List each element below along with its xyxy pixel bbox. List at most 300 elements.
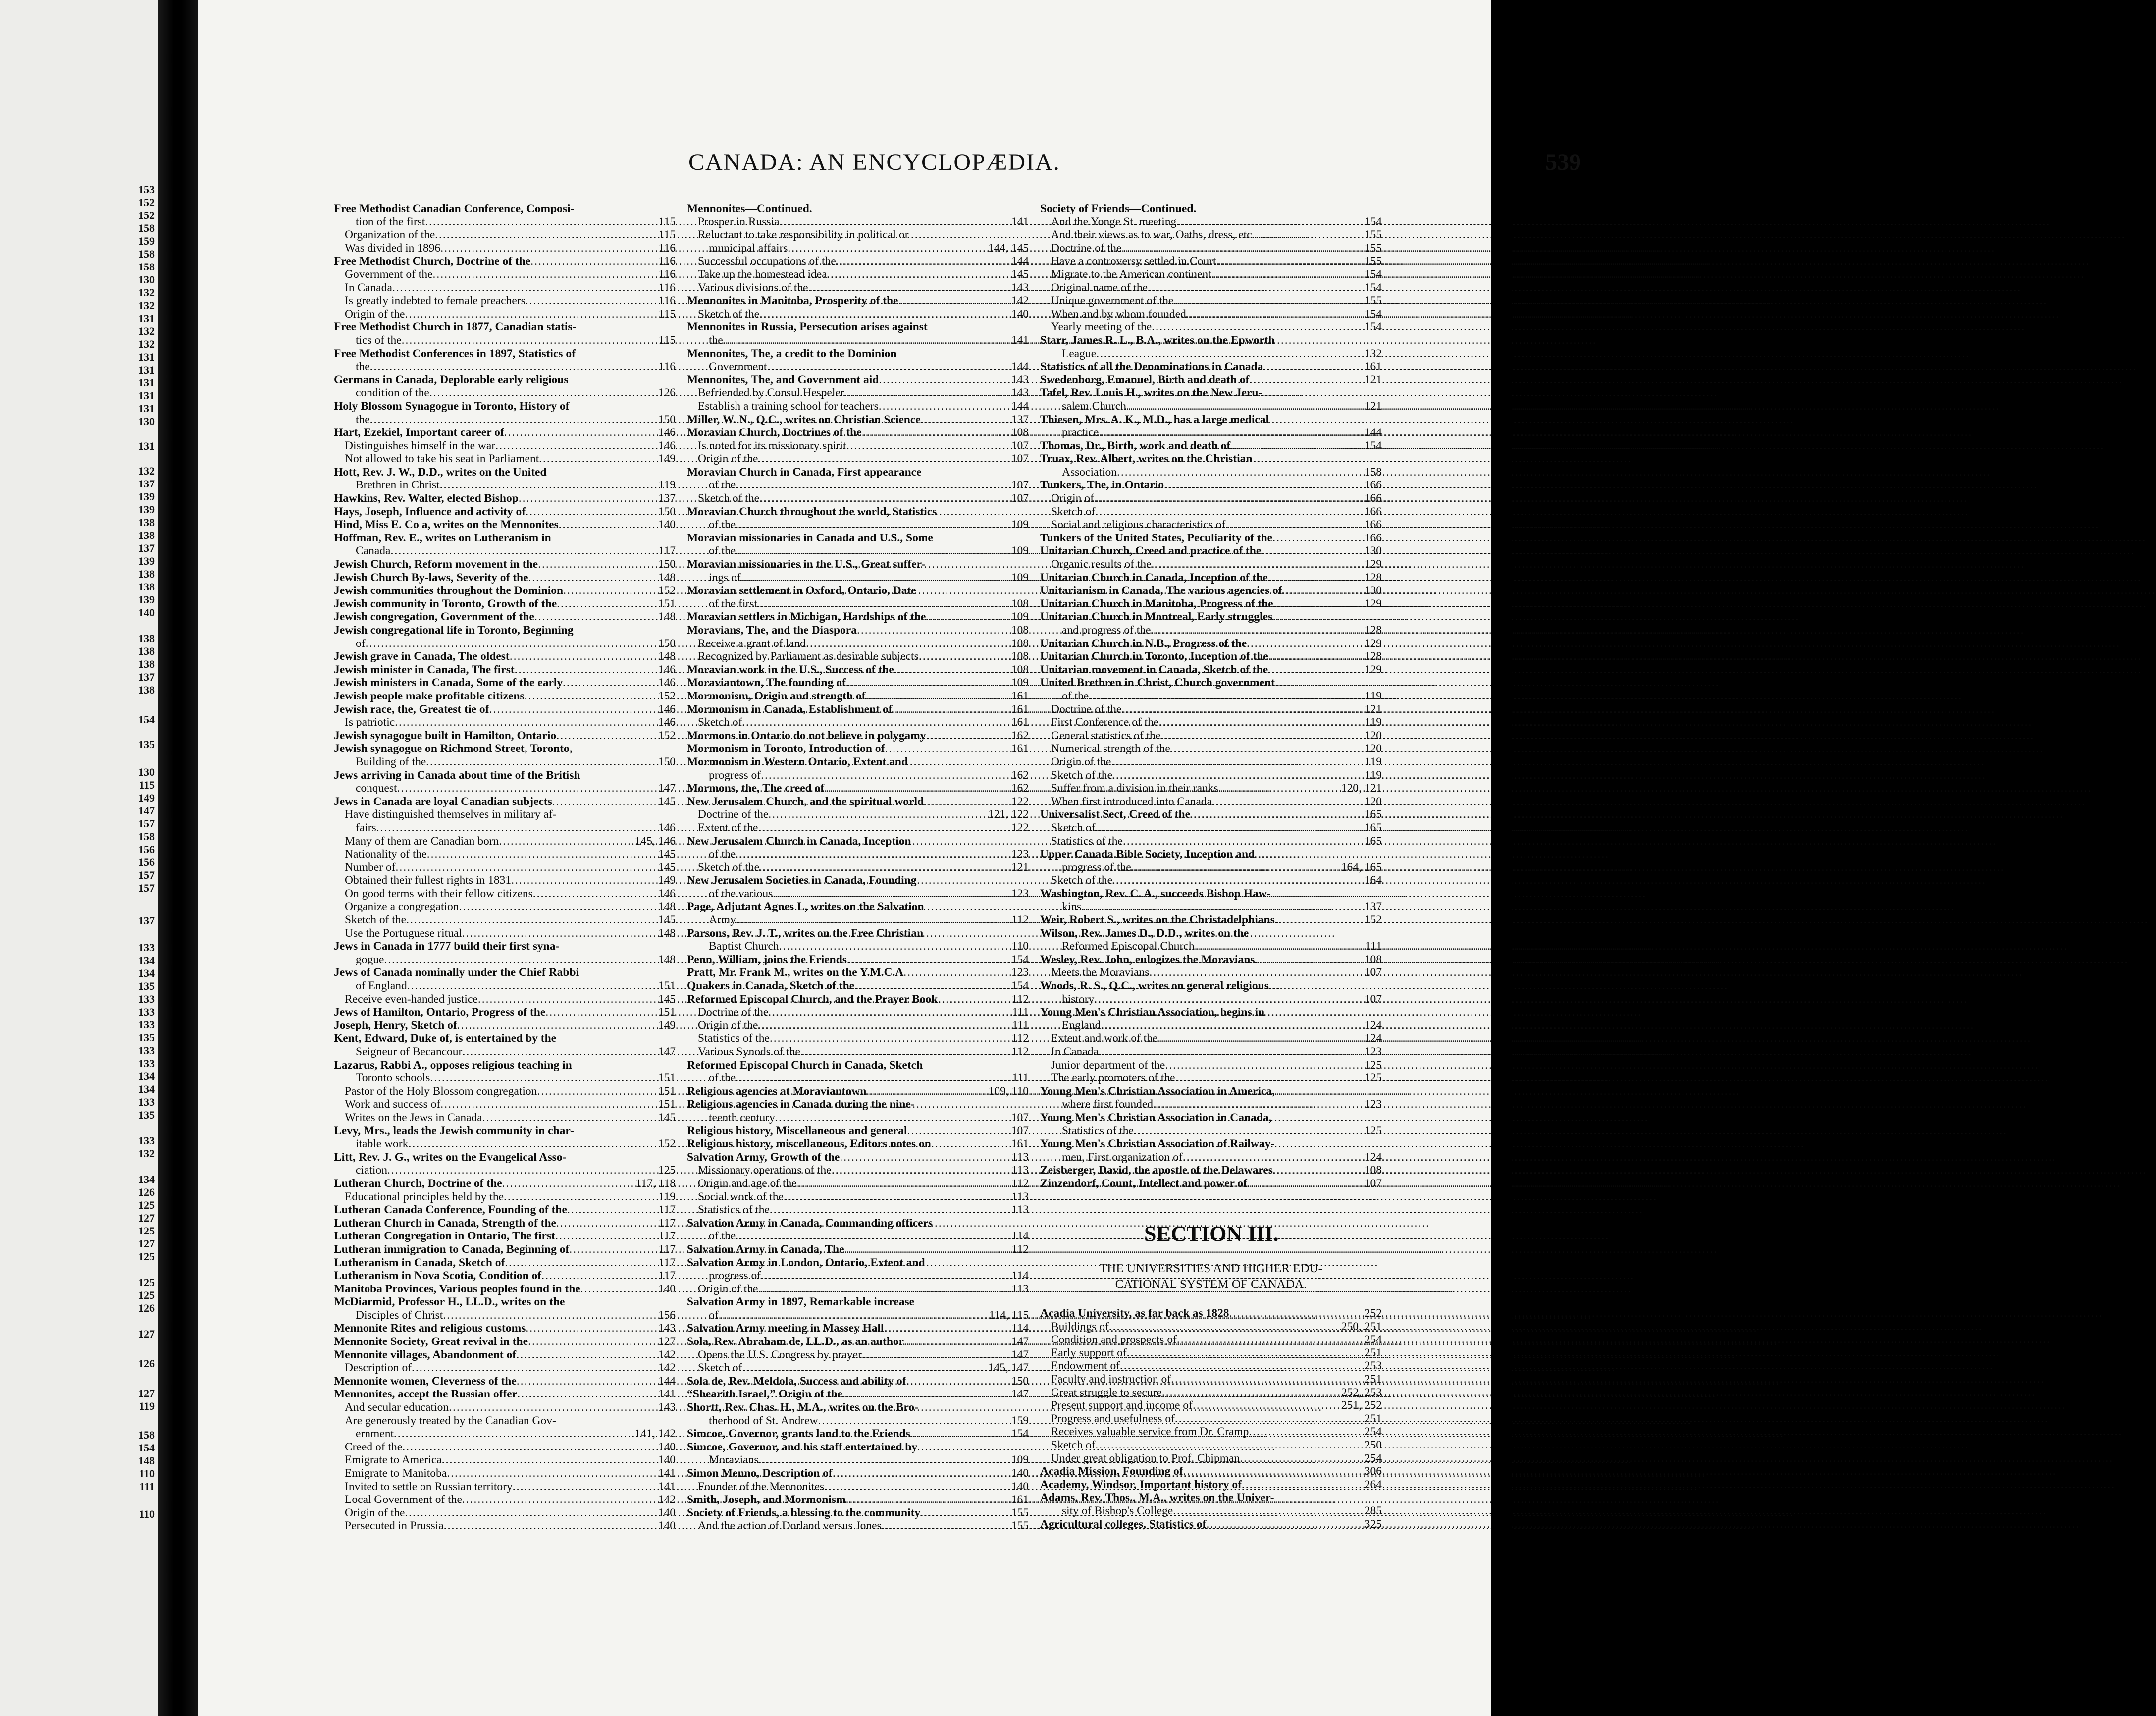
index-entry <box>687 1322 1029 1335</box>
dot-leader <box>879 400 1008 413</box>
index-column-2 <box>687 202 1029 1545</box>
index-page-ref: 165 <box>1364 821 1382 834</box>
index-entry-text: men, First organization of <box>1062 1150 1183 1164</box>
index-entry <box>687 663 1029 677</box>
index-page-ref: 143 <box>1011 386 1029 400</box>
index-entry-text: Simcoe, Governor, and his staff entertained by <box>687 1440 918 1453</box>
index-entry-text: of the <box>709 1230 736 1243</box>
dot-leader <box>1216 255 1361 268</box>
dot-leader <box>742 716 1008 729</box>
index-entry-text: Establish a training school for teachers <box>698 399 879 413</box>
index-entry-text: Seigneur of Becancour <box>356 1045 463 1058</box>
index-entry-text: Sola, Rev. Abraham de, LL.D., as an author <box>687 1335 904 1348</box>
index-entry <box>334 215 676 229</box>
index-entry-text: Wesley, Rev. John, eulogizes the Moravians <box>1040 953 1255 966</box>
index-page-ref: 112 <box>1011 1045 1029 1058</box>
dot-leader <box>758 452 1008 466</box>
index-page-ref: 166 <box>1364 518 1382 532</box>
index-entry <box>1040 294 1382 308</box>
index-entry-text: Simon Menno, Description of <box>687 1467 833 1480</box>
dot-leader <box>482 1111 655 1125</box>
index-entry <box>1040 861 1382 874</box>
index-entry-text: Extent of the <box>698 821 758 834</box>
index-entry-text: Origin of the <box>698 452 758 466</box>
index-entry-text: Salvation Army in Canada, Commanding officers <box>687 1216 933 1230</box>
index-entry <box>1040 452 1382 466</box>
index-page-ref: 152 <box>658 729 676 742</box>
index-entry-text: Receive even-handed justice <box>345 992 478 1006</box>
index-entry-text: Sketch of <box>1051 1438 1096 1451</box>
index-page-ref: 155 <box>1011 1519 1029 1533</box>
index-entry <box>1040 953 1382 966</box>
index-entry-text: Religious agencies at Moraviantown <box>687 1084 867 1098</box>
index-entry <box>687 755 1029 769</box>
index-entry-text: of the <box>709 544 736 558</box>
dot-leader <box>526 505 655 519</box>
dot-leader <box>770 1032 1009 1045</box>
dot-leader <box>395 716 655 729</box>
facing-page-number: 158 <box>138 261 155 273</box>
index-entry-text: Sketch of <box>1051 505 1096 518</box>
index-entry-text: Sketch of the <box>345 913 406 927</box>
index-entry-text: of the <box>709 1072 736 1085</box>
index-page-ref: 161 <box>1011 1137 1029 1151</box>
index-entry-text: McDiarmid, Professor H., LL.D., writes on the <box>334 1295 565 1309</box>
index-entry <box>334 1217 676 1230</box>
index-page-ref: 148 <box>658 926 676 940</box>
index-entry <box>1040 1177 1382 1190</box>
index-page-ref: 108 <box>1364 1164 1382 1177</box>
index-entry-text: Work and success of <box>345 1098 441 1111</box>
index-entry-text: where first founded <box>1062 1098 1154 1111</box>
dot-leader <box>779 940 1009 953</box>
facing-page-number: 125 <box>138 1276 155 1288</box>
dot-leader <box>1183 1465 1362 1478</box>
section-subtitle <box>1040 1261 1382 1292</box>
index-entry-text: Salvation Army in London, Ontario, Extent and <box>687 1256 925 1269</box>
index-entry <box>334 1177 676 1190</box>
index-entry <box>687 742 1029 755</box>
index-page-ref: 119 <box>1365 716 1382 729</box>
facing-page-number: 138 <box>138 658 155 670</box>
index-entry-text: Penn, William, joins the Friends <box>687 953 847 966</box>
index-entry <box>334 479 676 492</box>
index-page-ref: 146 <box>658 716 676 729</box>
index-entry-text: And secular education <box>345 1401 449 1414</box>
dot-leader <box>768 1006 1009 1019</box>
index-entry <box>334 1125 676 1138</box>
facing-page-number: 130 <box>138 273 155 286</box>
index-page-ref: 164, 165 <box>1341 860 1382 874</box>
index-page-ref: 154 <box>1011 1427 1029 1441</box>
dot-leader <box>433 268 656 281</box>
index-page-ref: 145 <box>1011 268 1029 281</box>
index-entry-text: Unitarian Church in Toronto, Inception of the <box>1040 650 1268 663</box>
dot-leader <box>462 927 655 940</box>
index-entry <box>1040 413 1382 427</box>
index-entry <box>1040 742 1382 755</box>
index-page-ref: 114 <box>1011 1269 1029 1283</box>
index-entry <box>334 294 676 308</box>
index-entry <box>687 544 1029 558</box>
index-page-ref: 117 <box>658 1242 676 1256</box>
index-entry <box>687 374 1029 387</box>
index-page-ref: 253 <box>1364 1359 1382 1373</box>
facing-page-number: 127 <box>138 1237 155 1250</box>
index-page-ref: 142 <box>1011 294 1029 308</box>
dot-leader <box>879 374 1008 387</box>
index-entry-text: Jewish synagogue built in Hamilton, Ontario <box>334 729 557 742</box>
index-page-ref: 121 <box>1364 399 1382 413</box>
index-entry <box>687 215 1029 229</box>
index-entry-text: of <box>356 637 366 650</box>
index-page-ref: 155 <box>1364 294 1382 308</box>
dot-leader <box>1247 1177 1362 1190</box>
index-entry-text: Have distinguished themselves in military af- <box>345 808 557 821</box>
index-entry <box>687 466 1029 479</box>
dot-leader <box>1173 294 1361 308</box>
dot-leader <box>832 1164 1009 1177</box>
index-entry-text: Upper Canada Bible Society, Inception and <box>1040 848 1255 861</box>
index-entry <box>687 795 1029 808</box>
dot-leader <box>824 1480 1008 1494</box>
index-page-ref: 165 <box>1364 834 1382 848</box>
facing-page-number: 132 <box>138 299 155 312</box>
index-entry-text: Tafel, Rev. Louis H., writes on the New Jeru- <box>1040 386 1262 400</box>
facing-page-number: 133 <box>138 1044 155 1057</box>
index-entry-text: Original name of the <box>1051 281 1148 294</box>
index-entry-text: Lutheran Church in Canada, Strength of the <box>334 1216 556 1230</box>
facing-page-number: 138 <box>138 516 155 529</box>
index-page-ref: 155 <box>1364 228 1382 242</box>
index-entry-text: Unitarianism in Canada, The various agencies of <box>1040 584 1282 597</box>
index-entry-text: Unique government of the <box>1051 294 1174 308</box>
facing-page-number: 157 <box>138 882 155 894</box>
dot-leader <box>426 755 655 769</box>
index-entry-text: Present support and income of <box>1051 1399 1193 1412</box>
dot-leader <box>1120 1359 1362 1373</box>
index-entry <box>1040 1111 1382 1125</box>
index-entry-text: Origin of the <box>345 1506 405 1519</box>
dot-leader <box>1173 1504 1362 1518</box>
facing-page-number: 152 <box>138 196 155 209</box>
index-page-ref: 107 <box>1364 1177 1382 1190</box>
index-page-ref: 142 <box>658 1348 676 1361</box>
index-entry-text: Mormonism in Canada, Establishment of <box>687 702 893 716</box>
index-page-ref: 140 <box>658 1440 676 1453</box>
index-entry <box>687 1480 1029 1494</box>
index-entry <box>687 1309 1029 1322</box>
index-entry <box>687 413 1029 427</box>
index-entry <box>334 874 676 887</box>
index-entry <box>334 1493 676 1506</box>
index-entry <box>334 835 676 848</box>
index-entry <box>1040 1019 1382 1032</box>
dot-leader <box>924 795 1008 808</box>
index-entry <box>334 1111 676 1125</box>
facing-page-number: 127 <box>138 1212 155 1224</box>
index-entry <box>687 1045 1029 1059</box>
dot-leader <box>767 360 1008 374</box>
index-page-ref: 146 <box>658 702 676 716</box>
dot-leader <box>824 782 1008 795</box>
index-entry-text: Mennonites, accept the Russian offer <box>334 1388 518 1401</box>
index-page-ref: 151 <box>658 1084 676 1098</box>
index-entry <box>687 1295 1029 1309</box>
index-entry <box>334 1335 676 1348</box>
index-column-1 <box>334 202 676 1545</box>
index-page-ref: 146 <box>658 821 676 834</box>
index-page-ref: 143 <box>1011 281 1029 294</box>
dot-leader <box>780 215 1008 229</box>
index-page-ref: 117 <box>658 1216 676 1230</box>
index-entry-text: Was divided in 1896 <box>345 241 441 255</box>
dot-leader <box>528 571 655 585</box>
index-entry-text: Free Methodist Canadian Conference, Composi- <box>334 202 575 215</box>
index-entry-text: England <box>1062 1019 1101 1032</box>
index-entry-text: Religious agencies in Canada during the nine- <box>687 1098 915 1111</box>
dot-leader <box>402 334 656 347</box>
facing-page-number: 125 <box>138 1250 155 1263</box>
index-entry <box>1040 1504 1382 1518</box>
index-entry <box>687 426 1029 439</box>
dot-leader <box>758 821 1008 835</box>
index-entry <box>687 1414 1029 1428</box>
index-page-ref: 161 <box>1011 742 1029 755</box>
dot-leader <box>515 663 655 677</box>
index-page-ref: 109, 110 <box>988 1084 1029 1098</box>
index-entry-text: Origin of the <box>345 307 405 321</box>
index-entry-text: Religious history, miscellaneous, Editors notes on <box>687 1137 931 1151</box>
index-entry <box>687 1217 1029 1230</box>
facing-page-number: 133 <box>138 941 155 954</box>
index-entry-text: Receive a grant of land <box>698 637 806 650</box>
index-entry-text: Befriended by Consul Hespeler <box>698 386 844 400</box>
dot-leader <box>757 597 1008 611</box>
dot-leader <box>768 808 985 821</box>
index-page-ref: 152 <box>658 689 676 702</box>
dot-leader <box>405 308 655 321</box>
index-entry <box>687 1453 1029 1467</box>
index-page-ref: 251 <box>1364 1346 1382 1359</box>
index-page-ref: 166 <box>1364 505 1382 518</box>
index-entry <box>687 848 1029 861</box>
facing-page-number: 126 <box>138 1357 155 1370</box>
dot-leader <box>442 1453 655 1467</box>
index-page-ref: 161 <box>1011 1493 1029 1506</box>
dot-leader <box>517 1388 655 1401</box>
index-entry <box>1040 532 1382 545</box>
index-page-ref: 144 <box>1011 399 1029 413</box>
dot-leader <box>525 690 655 703</box>
index-entry-text: teenth century <box>709 1111 775 1124</box>
facing-page-number: 139 <box>138 555 155 567</box>
index-entry <box>334 966 676 979</box>
index-entry-text: Free Methodist Conferences in 1897, Statistics of <box>334 347 576 360</box>
index-page-ref: 117 <box>658 544 676 558</box>
index-entry-text: Origin of the <box>698 1019 758 1032</box>
index-entry <box>1040 360 1382 374</box>
index-entry-text: Statistics of all the Denominations in Canada <box>1040 360 1263 374</box>
index-entry-text: Have a controversy settled in Court <box>1051 255 1216 268</box>
dot-leader <box>1183 1151 1362 1164</box>
index-entry <box>687 1519 1029 1533</box>
index-page-ref: 137 <box>658 492 676 505</box>
index-entry <box>1040 1320 1382 1334</box>
index-entry <box>334 927 676 940</box>
dot-leader <box>761 1269 1009 1283</box>
index-page-ref: 125 <box>1364 1124 1382 1137</box>
index-entry <box>687 1151 1029 1164</box>
dot-leader <box>1225 518 1361 532</box>
index-entry-text: Thomas, Dr., Birth, work and death of <box>1040 439 1231 452</box>
index-entry <box>334 413 676 427</box>
index-entry <box>1040 1452 1382 1465</box>
index-entry-text: Salvation Army meeting in Massey Hall <box>687 1322 884 1335</box>
index-page-ref: 119 <box>658 479 676 492</box>
index-entry-text: itable work <box>356 1137 409 1151</box>
index-page-ref: 113 <box>1011 1203 1029 1217</box>
dot-leader <box>759 492 1008 505</box>
dot-leader <box>504 426 655 439</box>
dot-leader <box>926 729 1008 743</box>
index-entry <box>334 953 676 966</box>
dot-leader <box>1094 993 1361 1006</box>
index-entry-text: Unitarian movement in Canada, Sketch of the <box>1040 663 1268 676</box>
index-entry-text: Statistics of the <box>1062 1124 1134 1137</box>
index-entry-text: Hind, Miss E. Co a, writes on the Mennonites <box>334 518 559 532</box>
facing-page-number: 131 <box>138 364 155 376</box>
facing-page-number: 140 <box>138 606 155 619</box>
dot-leader <box>773 887 1008 901</box>
facing-page-number: 126 <box>138 1302 155 1314</box>
index-entry-text: of England <box>356 979 407 993</box>
index-entry-text: Starr, James R. L., B.A., writes on the Epworth <box>1040 333 1275 347</box>
dot-leader <box>818 1414 1008 1428</box>
index-entry-text: Not allowed to take his seat in Parliament <box>345 452 539 466</box>
index-entry-text: practice <box>1062 426 1099 439</box>
index-page-ref: 123 <box>1011 887 1029 900</box>
dot-leader <box>1195 940 1363 953</box>
index-entry-text: salem Church <box>1062 399 1126 413</box>
facing-page-number: 137 <box>138 542 155 554</box>
index-entry-text: progress of the <box>1062 860 1131 874</box>
index-entry <box>334 532 676 545</box>
index-entry-text: Washington, Rev. C. A., succeeds Bishop Haw- <box>1040 887 1271 900</box>
index-entry <box>334 1085 676 1098</box>
index-entry-text: of the <box>709 518 736 532</box>
index-entry <box>334 1059 676 1072</box>
index-entry <box>687 1111 1029 1125</box>
dot-leader <box>736 518 1008 532</box>
index-entry-text: Mennonites in Manitoba, Prosperity of the <box>687 294 898 308</box>
index-entry-text: and progress of the <box>1062 624 1151 637</box>
index-page-ref: 117, 118 <box>635 1177 676 1190</box>
index-page-ref: 127 <box>658 1335 676 1348</box>
index-page-ref: 254 <box>1364 1333 1382 1346</box>
index-entry <box>334 716 676 729</box>
index-entry <box>1040 927 1382 940</box>
index-entry-text: Founder of the Mennonites <box>698 1480 825 1493</box>
index-entry-text: Reformed Episcopal Church, and the Prayer Book <box>687 992 938 1006</box>
dot-leader <box>800 1045 1009 1059</box>
index-page-ref: 120, 121 <box>1341 782 1382 795</box>
facing-page-number: 139 <box>138 593 155 606</box>
index-entry-text: Educational principles held by the <box>345 1190 504 1203</box>
dot-leader <box>784 1190 1009 1204</box>
index-page-ref: 137 <box>1364 900 1382 913</box>
facing-page-number: 133 <box>138 1096 155 1108</box>
index-entry <box>1040 1006 1382 1019</box>
dot-leader <box>370 413 655 427</box>
section-heading: SECTION III. <box>1144 1222 1279 1246</box>
index-entry <box>1040 821 1382 835</box>
dot-leader <box>836 255 1008 268</box>
facing-page-number: 132 <box>138 325 155 337</box>
index-page-ref: 250, 251 <box>1341 1320 1382 1333</box>
index-page-ref: 116 <box>658 281 676 294</box>
index-entry <box>1040 1465 1382 1478</box>
index-entry <box>1040 940 1382 953</box>
index-entry <box>687 1269 1029 1283</box>
index-entry-text: New Jerusalem Church, and the spiritual world <box>687 795 924 808</box>
index-entry <box>687 505 1029 519</box>
index-entry-text: Yearly meeting of the <box>1051 321 1152 334</box>
index-page-ref: 128 <box>1364 571 1382 584</box>
dot-leader <box>541 1269 655 1283</box>
dot-leader <box>1261 544 1361 558</box>
index-entry <box>334 308 676 321</box>
index-page-ref: 264 <box>1364 1478 1382 1491</box>
index-page-ref: 152 <box>658 1137 676 1151</box>
index-entry <box>1040 1125 1382 1138</box>
index-page-ref: 164 <box>1364 874 1382 887</box>
index-page-ref: 146 <box>658 887 676 900</box>
index-entry <box>1040 558 1382 571</box>
index-page-ref: 121 <box>1364 702 1382 716</box>
facing-page-number: 156 <box>138 843 155 856</box>
dot-leader <box>1268 571 1362 585</box>
index-entry-text: And their views as to war, Oaths, dress, etc <box>1051 228 1252 242</box>
index-page-ref: 147 <box>1011 1388 1029 1401</box>
index-page-ref: 124 <box>1364 1019 1382 1032</box>
index-entry-text: Statistics of the <box>698 1203 770 1217</box>
index-page-ref: 112 <box>1011 992 1029 1006</box>
index-page-ref: 124 <box>1364 1032 1382 1045</box>
dot-leader <box>920 1506 1008 1520</box>
index-entry-text: Free Methodist Church, Doctrine of the <box>334 255 531 268</box>
index-entry <box>334 1401 676 1414</box>
index-entry <box>687 294 1029 308</box>
index-page-ref: 108 <box>1011 426 1029 439</box>
dot-leader <box>1081 900 1362 913</box>
index-entry <box>687 386 1029 400</box>
index-entry <box>687 927 1029 940</box>
dot-leader <box>862 1348 1008 1362</box>
index-entry <box>687 1019 1029 1032</box>
index-page-ref: 325 <box>1364 1517 1382 1531</box>
facing-page-number: 110 <box>139 1508 155 1520</box>
index-entry <box>334 597 676 611</box>
dot-leader <box>775 1111 1008 1125</box>
dot-leader <box>440 1098 655 1111</box>
index-page-ref: 128 <box>1364 624 1382 637</box>
dot-leader <box>1211 268 1362 281</box>
index-page-ref: 148 <box>658 900 676 913</box>
dot-leader <box>1095 505 1361 519</box>
index-entry <box>687 1243 1029 1256</box>
dot-leader <box>919 650 1008 663</box>
